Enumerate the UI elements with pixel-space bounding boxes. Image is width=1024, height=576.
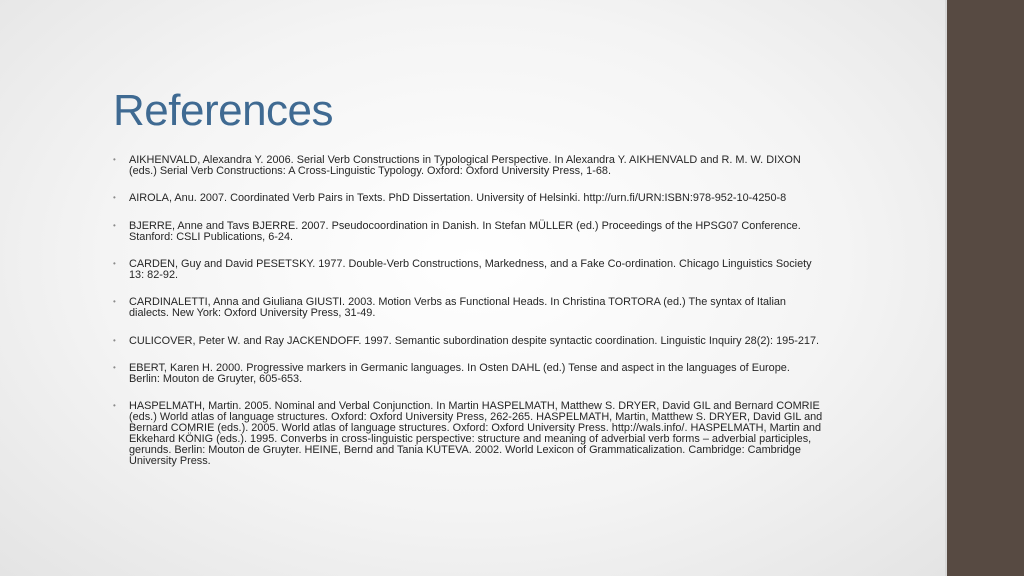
bullet-icon: •: [113, 220, 116, 230]
reference-item: [113, 193, 823, 204]
bullet-icon: •: [113, 155, 116, 164]
reference-text: AIKHENVALD, Alexandra Y. 2006. Serial Verb Constructions in Typological Perspective. In Alexandra Y. AIKHENVALD and R. M. W. DIXON (eds.) Serial Verb Constructions: A Cross-Linguistic Typology. Oxford: Oxford University Press, 1-68.: [129, 154, 801, 177]
reference-item: [113, 336, 823, 347]
reference-text: AIROLA, Anu. 2007. Coordinated Verb Pairs in Texts. PhD Dissertation. University of Helsinki. http://urn.fi/URN:ISBN:978-952-10-4250-8: [129, 192, 787, 205]
reference-text: CARDEN, Guy and David PESETSKY. 1977. Double-Verb Constructions, Markedness, and a Fake Co-ordination. Chicago Linguistics Society 13: 82-92.: [129, 258, 812, 281]
bullet-icon: •: [113, 259, 116, 269]
reference-item: [113, 259, 823, 281]
bullet-icon: •: [113, 401, 116, 411]
bullet-icon: •: [113, 335, 116, 345]
bullet-icon: •: [113, 297, 116, 307]
reference-text: HASPELMATH, Martin. 2005. Nominal and Verbal Conjunction. In Martin HASPELMATH, Matthew S. DRYER, David GIL and Bernard COMRIE (eds.) World atlas of language structures. Oxford: Oxford University Press, 262-265. HASPELMATH, Martin, Matthew S. DRYER, David GIL and Bernard COMRIE (eds.). 2005. World atlas of language structures. Oxford: Oxford University Press. http://wals.info/. HASPELMATH, Martin and Ekkehard KÖNIG (eds.). 1995. Converbs in cross-linguistic perspective: structure and meaning of adverbial verb forms – adverbial participles, gerunds. Berlin: Mouton de Gruyter. HEINE, Bernd and Tania KUTEVA. 2002. World Lexicon of Grammaticalization. Cambridge: Cambridge University Press.: [129, 400, 823, 467]
bullet-icon: •: [113, 363, 116, 373]
bullet-icon: •: [113, 193, 116, 203]
reference-text: EBERT, Karen H. 2000. Progressive markers in Germanic languages. In Osten DAHL (ed.) Tense and aspect in the languages of Europe. Berlin: Mouton de Gruyter, 605-653.: [129, 362, 790, 385]
reference-item: [113, 297, 823, 319]
reference-text: BJERRE, Anne and Tavs BJERRE. 2007. Pseudocoordination in Danish. In Stefan MÜLLER (ed.) Proceedings of the HPSG07 Conference. Stanford: CSLI Publications, 6-24.: [129, 219, 801, 243]
reference-item: [113, 363, 823, 385]
reference-text: CARDINALETTI, Anna and Giuliana GIUSTI. 2003. Motion Verbs as Functional Heads. In Christina TORTORA (ed.) The syntax of Italian dialects. New York: Oxford University Press, 31-49.: [129, 296, 786, 320]
reference-item: [113, 155, 823, 177]
reference-item: [113, 221, 823, 243]
reference-list: [113, 155, 823, 483]
reference-item: [113, 401, 823, 466]
decorative-sidebar: [947, 0, 1024, 576]
reference-text: CULICOVER, Peter W. and Ray JACKENDOFF. 1997. Semantic subordination despite syntactic coordination. Linguistic Inquiry 28(2): 195-217.: [129, 334, 820, 347]
slide-title: References: [113, 86, 334, 135]
